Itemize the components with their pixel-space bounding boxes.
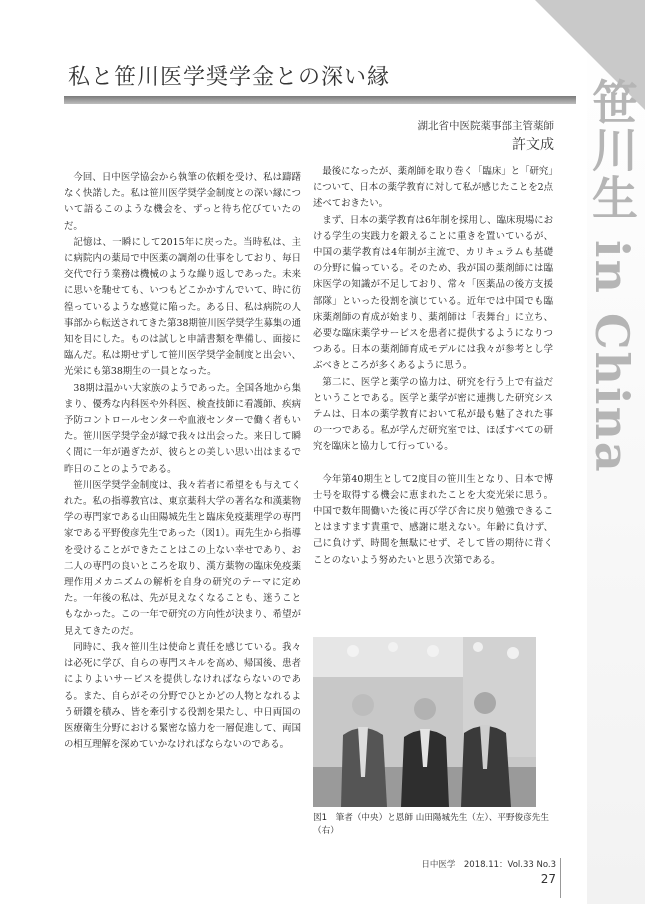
paragraph: 今年第40期生として2度目の笹川生となり、日本で博士号を取得する機会に恵まれたことを大変光栄に思う。中国で数年間働いた後に再び学び舎に戻り勉強できることはますます貴重で、感謝に堪えない。年齢に負けず、己に負けず、時間を無駄にせず、そして皆の期待に背くことのないよう努めたいと思う次第である。 [313,473,553,566]
group-photo-illustration [313,637,536,807]
paragraph: まず、日本の薬学教育は6年制を採用し、臨床現場における学生の実践力を鍛えることに重きを置いているが、中国の薬学教育は4年制が主流で、カリキュラムも基礎の分野に偏っている。そのため、我が国の薬剤師には臨床医学の知識が不足しており、常々「医薬品の後方支援部隊」といった役割を演じている。近年では中国でも臨床薬剤師の育成が始まり、薬剤師は「表舞台」に立ち、必要な臨床薬学サービスを患者に提供するようになりつつある。日本の薬剤師育成モデルには我々が参考とし学ぶべきところが多くあるように思う。 [313,214,553,372]
author-name: 許文成 [512,137,554,153]
article-title: 私と笹川医学奨学金との深い縁 [68,65,391,90]
paragraph: 記憶は、一瞬にして2015年に戻った。当時私は、主に病院内の薬局で中医薬の調剤の仕事をしており、毎日交代で行う業務は機械のような繰り返しであった。未来に思いを馳せても、いつもどこかかすんでいて、時に彷徨っているような感覚に陥った。ある日、私は病院の人事部から転送されてきた第38期笹川医学奨学生募集の通知を目にした。ものは試しと申請書類を準備し、面接に臨んだ。私は期せずして笹川医学奨学金制度と出会い、光栄にも第38期生の一員となった。 [64,236,301,378]
title-rule [64,96,576,104]
author-affiliation: 湖北省中医院薬事部主管薬師 [417,120,554,132]
paragraph: 第二に、医学と薬学の協力は、研究を行う上で有益だということである。医学と薬学が密に連携した研究システムは、日本の薬学教育において私が最も魅了された事の一つである。私が学んだ研究室では、ほぼすべての研究を臨床と協力して行っている。 [313,376,553,453]
paragraph-spacer [313,456,553,472]
figure-photo [313,637,536,807]
page-number: 27 [540,872,556,886]
right-column [313,164,553,569]
footer-divider [560,858,561,898]
paragraph: 同時に、我々笹川生は使命と責任を感じている。我々は必死に学び、自らの専門スキルを高め、帰国後、患者によりよいサービスを提供しなければならないのである。また、自らがその分野でひとかどの人物となれるよう研鑽を積み、皆を牽引する役割を果たし、中日両国の医療衛生分野における緊密な協力を一層促進して、両国の相互理解を深めていかなければならないのである。 [64,641,301,751]
section-title-text: 笹川生 in China [585,78,639,474]
paragraph: 笹川医学奨学金制度は、我々若者に希望をも与えてくれた。私の指導教官は、東京薬科大学の著名な和漢薬物学の専門家である山田陽城先生と臨床免疫薬理学の専門家である平野俊彦先生であった（図1）。両先生から指導を受けることができたことはこの上ない幸せであり、お二人の専門の良いところを取り、漢方薬物の臨床免疫薬理作用メカニズムの解析を自身の研究のテーマに定めた。一年後の私は、先が見えなくなることも、迷うこともなかった。この一年で研究の方向性が決まり、希望が見えてきたのだ。 [64,479,301,637]
footer-journal: 日中医学 2018.11：Vol.33 No.3 [421,860,556,870]
section-title [583,78,641,598]
paragraph: 最後になったが、薬剤師を取り巻く「臨床」と「研究」について、日本の薬学教育に対して私が感じたことを2点述べておきたい。 [313,166,553,210]
figure-caption: 図1 筆者（中央）と恩師 山田陽城先生（左）、平野俊彦先生（右） [313,813,549,836]
left-column [64,170,301,753]
paragraph: 今回、日中医学協会から執筆の依頼を受け、私は躊躇なく快諾した。私は笹川医学奨学金制度との深い縁について語るこのような機会を、ずっと待ち佗びていたのだ。 [64,172,301,232]
paragraph: 38期は温かい大家族のようであった。全国各地から集まり、優秀な内科医や外科医、検査技師に看護師、疾病予防コントロールセンターや血液センターで働く者もいた。笹川医学奨学金が縁で我々は出会った。来日して瞬く間に一年が過ぎたが、彼らとの美しい思い出はまるで昨日のことのようである。 [64,382,301,475]
